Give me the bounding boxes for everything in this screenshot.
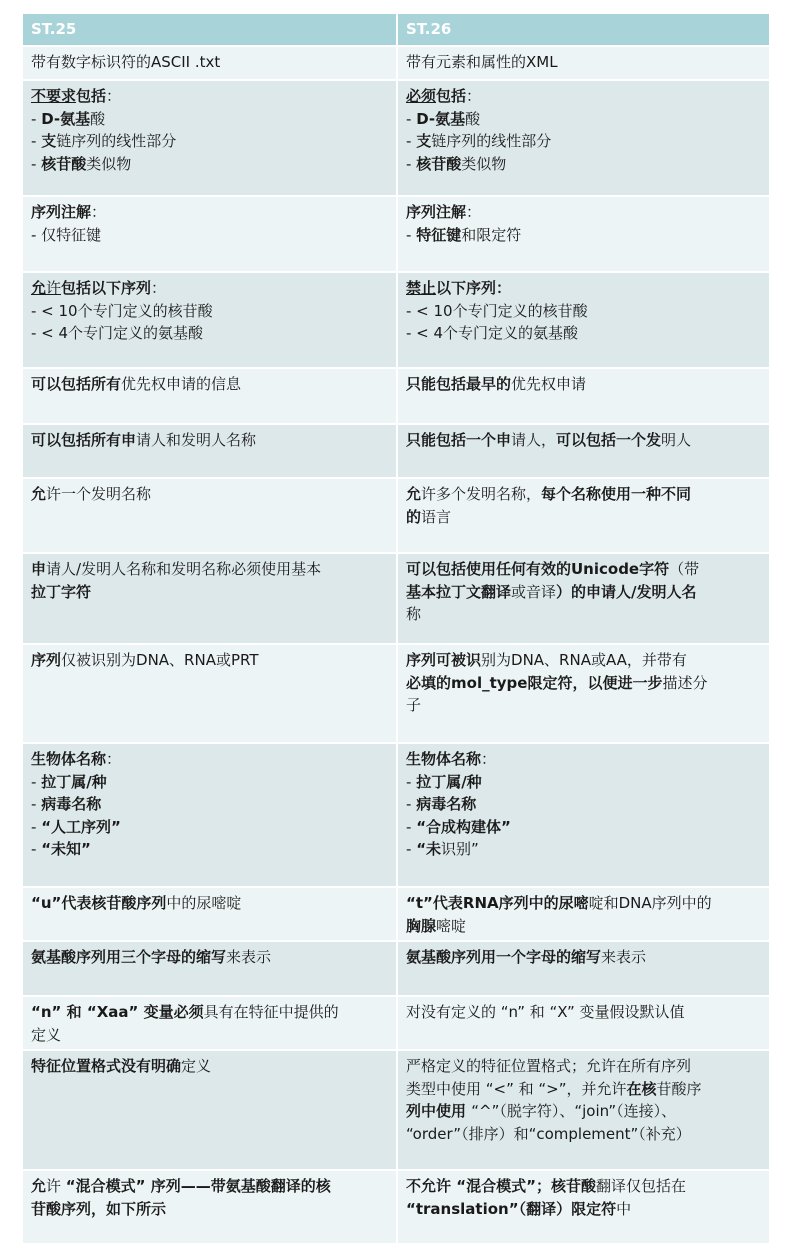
cell-st26: [396, 47, 769, 79]
cell-line: 特征位置格式没有明确定义: [31, 1057, 212, 1075]
cell-line: 严格定义的特征位置格式；允许在所有序列: [406, 1057, 692, 1075]
cell-line: 氨基酸序列用一个字母的缩写来表示: [406, 948, 647, 966]
cell-line: “n” 和 “Xaa” 变量必须具有在特征中提供的: [31, 1003, 339, 1021]
cell-line: - 支链序列的线性部分: [406, 132, 552, 150]
cell-line: 生物体名称：: [406, 750, 497, 768]
cell-st25: [23, 942, 396, 995]
cell-st26: [396, 1171, 769, 1243]
cell-st25: [23, 997, 396, 1049]
table-row: [23, 1049, 769, 1169]
cell-line: 不要求包括：: [31, 87, 122, 105]
table-row: [23, 552, 769, 643]
cell-line: 必填的mol_type限定符，以便进一步描述分: [406, 673, 708, 692]
cell-st25: [23, 645, 396, 742]
cell-st25: [23, 425, 396, 477]
cell-line: - 核苷酸类似物: [31, 154, 132, 173]
cell-st25: [23, 369, 396, 423]
cell-line: - 拉丁属/种: [31, 772, 107, 791]
cell-line: 定义: [31, 1025, 62, 1044]
cell-line: 禁止以下序列：: [406, 279, 512, 297]
cell-line: 拉丁字符: [31, 582, 92, 601]
table-row: [23, 742, 769, 886]
cell-line: - 支链序列的线性部分: [31, 132, 177, 150]
header-st25: ST.25: [31, 20, 77, 38]
cell-line: 必须包括：: [406, 87, 482, 105]
cell-line: - D-氨基酸: [406, 109, 481, 128]
cell-st26: [396, 81, 769, 195]
cell-line: “order”（排序）和“complement”（补充）: [406, 1124, 691, 1143]
table-row: [23, 79, 769, 195]
cell-st26: [396, 744, 769, 886]
cell-line: 称: [406, 605, 422, 623]
table-row: [23, 423, 769, 477]
cell-st25: [23, 554, 396, 643]
cell-line: 只能包括最早的优先权申请: [406, 375, 587, 393]
cell-line: - 拉丁属/种: [406, 772, 482, 791]
cell-line: 允许 “混合模式” 序列——带氨基酸翻译的核: [31, 1177, 331, 1195]
cell-st25: [23, 888, 396, 940]
table-header: [23, 14, 769, 45]
table-row: [23, 195, 769, 271]
cell-st25: [23, 47, 396, 79]
cell-st26: [396, 273, 769, 367]
cell-line: - 核苷酸类似物: [406, 154, 507, 173]
cell-line: - “合成构建体”: [406, 817, 511, 836]
table-row: [23, 1169, 769, 1243]
cell-line: 允许多个发明名称，每个名称使用一种不同: [406, 485, 692, 503]
cell-line: - “人工序列”: [31, 817, 121, 836]
cell-line: 序列注解：: [406, 203, 482, 221]
cell-st26: [396, 479, 769, 552]
cell-st25: [23, 273, 396, 367]
cell-line: 对没有定义的 “n” 和 “X” 变量假设默认值: [406, 1003, 685, 1021]
cell-st26: [396, 1051, 769, 1169]
cell-line: - “未知”: [31, 840, 91, 858]
cell-line: 可以包括所有优先权申请的信息: [31, 375, 242, 393]
table-row: [23, 45, 769, 79]
cell-line: 序列可被识别为DNA、RNA或AA，并带有: [406, 651, 687, 669]
cell-line: 申请人/发明人名称和发明名称必须使用基本: [31, 560, 322, 578]
cell-line: 子: [406, 696, 422, 714]
cell-st26: [396, 997, 769, 1049]
cell-st26: [396, 425, 769, 477]
table-row: [23, 995, 769, 1049]
cell-st26: [396, 888, 769, 940]
cell-line: 带有元素和属性的XML: [406, 53, 558, 71]
cell-st25: [23, 81, 396, 195]
table-row: [23, 643, 769, 742]
cell-line: - < 4个专门定义的氨基酸: [406, 324, 579, 342]
cell-line: 带有数字标识符的ASCII .txt: [31, 53, 221, 71]
table-body: [23, 45, 769, 1243]
cell-st25: [23, 1051, 396, 1169]
cell-line: 生物体名称：: [31, 750, 122, 768]
table-row: [23, 271, 769, 367]
cell-st25: [23, 479, 396, 552]
cell-line: 允许包括以下序列：: [31, 279, 167, 297]
cell-line: - 病毒名称: [406, 795, 477, 813]
cell-line: 序列注解：: [31, 203, 107, 221]
cell-line: 列中使用 “^”（脱字符）、“join”（连接）、: [406, 1102, 677, 1120]
cell-line: 不允许 “混合模式”；核苷酸翻译仅包括在: [406, 1177, 686, 1195]
cell-st26: [396, 645, 769, 742]
cell-line: 类型中使用 “<” 和 “>”，并允许在核苷酸序: [406, 1079, 702, 1098]
cell-line: 胸腺嘧啶: [406, 916, 467, 935]
table-row: [23, 367, 769, 423]
cell-line: 可以包括使用任何有效的Unicode字符（带: [406, 560, 700, 578]
header-st26: ST.26: [396, 14, 769, 45]
cell-line: - 仅特征键: [31, 225, 102, 244]
cell-line: 基本拉丁文翻译或音译）的申请人/发明人名: [406, 582, 697, 601]
cell-line: - < 10个专门定义的核苷酸: [31, 301, 213, 320]
cell-line: - “未识别”: [406, 840, 479, 858]
cell-st25: [23, 1171, 396, 1243]
cell-line: - < 10个专门定义的核苷酸: [406, 301, 588, 320]
cell-line: “translation”（翻译）限定符中: [406, 1199, 632, 1218]
cell-line: “u”代表核苷酸序列中的尿嘧啶: [31, 894, 242, 912]
cell-line: 只能包括一个申请人，可以包括一个发明人: [406, 431, 692, 449]
cell-line: “t”代表RNA序列中的尿嘧啶和DNA序列中的: [406, 894, 712, 912]
cell-st26: [396, 369, 769, 423]
cell-line: 可以包括所有申请人和发明人名称: [31, 431, 257, 449]
cell-st26: [396, 554, 769, 643]
table-row: [23, 940, 769, 995]
cell-st26: [396, 942, 769, 995]
comparison-table: [23, 14, 769, 1243]
cell-st26: [396, 197, 769, 271]
cell-st25: [23, 197, 396, 271]
cell-line: - < 4个专门定义的氨基酸: [31, 324, 204, 342]
cell-line: 序列仅被识别为DNA、RNA或PRT: [31, 651, 259, 669]
cell-line: - 特征键和限定符: [406, 225, 522, 244]
table-row: [23, 886, 769, 940]
cell-st25: [23, 744, 396, 886]
cell-line: - D-氨基酸: [31, 109, 106, 128]
cell-line: 氨基酸序列用三个字母的缩写来表示: [31, 948, 272, 966]
cell-line: - 病毒名称: [31, 795, 102, 813]
cell-line: 允许一个发明名称: [31, 485, 152, 503]
cell-line: 的语言: [406, 507, 452, 526]
table-row: [23, 477, 769, 552]
cell-line: 苷酸序列，如下所示: [31, 1199, 167, 1218]
